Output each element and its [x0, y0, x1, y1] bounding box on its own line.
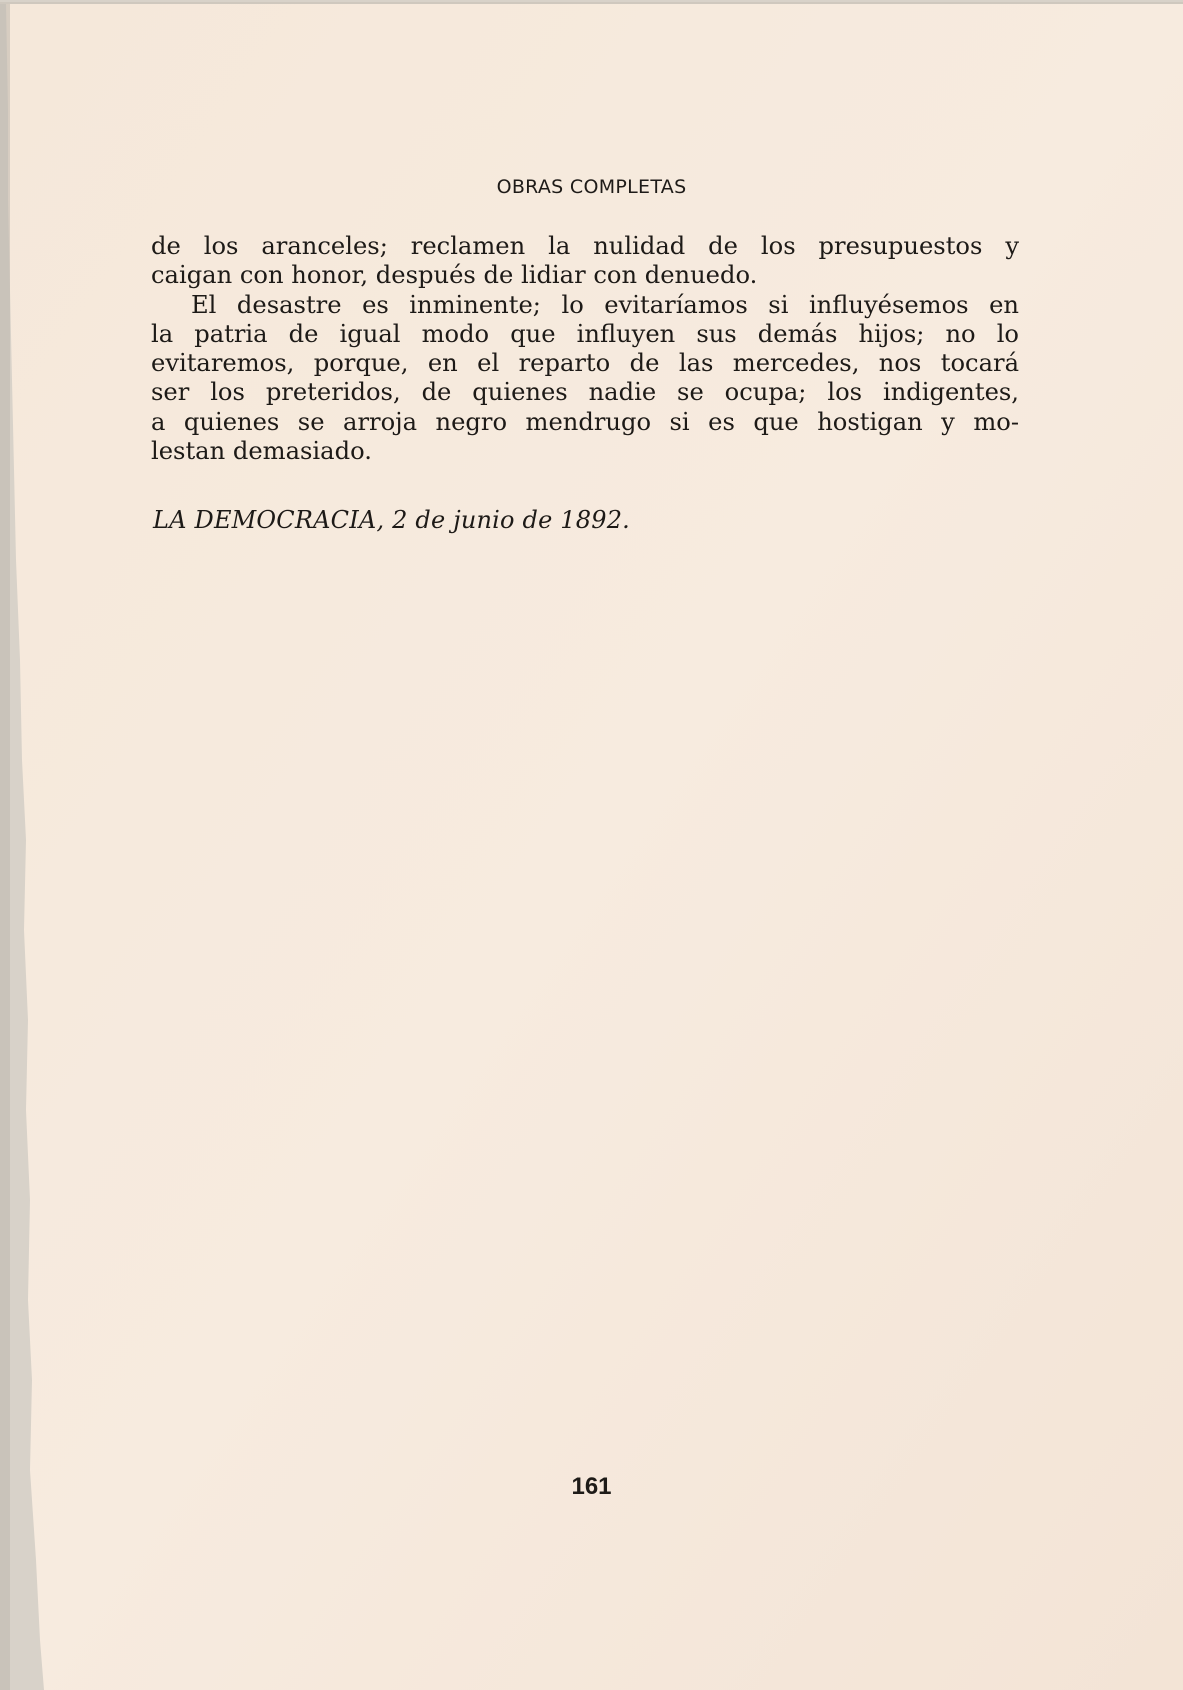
page-number: 161 [571, 1473, 612, 1500]
body-paragraphs [151, 232, 1019, 466]
text-line: la patria de igual modo que influyen sus demás hijos; no lo [151, 319, 1019, 348]
source-citation: LA DEMOCRACIA, 2 de junio de 1892. [153, 506, 631, 534]
text-line: de los aranceles; reclamen la nulidad de los presupuestos y [151, 232, 1019, 260]
text-line: lestan demasiado. [151, 437, 372, 466]
text-line: caigan con honor, después de lidiar con denuedo. [151, 261, 758, 290]
text-line: El desastre es inminente; lo evitaríamos si influyésemos en [191, 290, 1019, 319]
text-line: evitaremos, porque, en el reparto de las mercedes, nos tocará [151, 349, 1019, 378]
running-head: OBRAS COMPLETAS [496, 176, 687, 198]
text-line: ser los preteridos, de quienes nadie se ocupa; los indigentes, [151, 378, 1019, 407]
text-line: a quienes se arroja negro mendrugo si es que hostigan y mo- [151, 407, 1019, 436]
